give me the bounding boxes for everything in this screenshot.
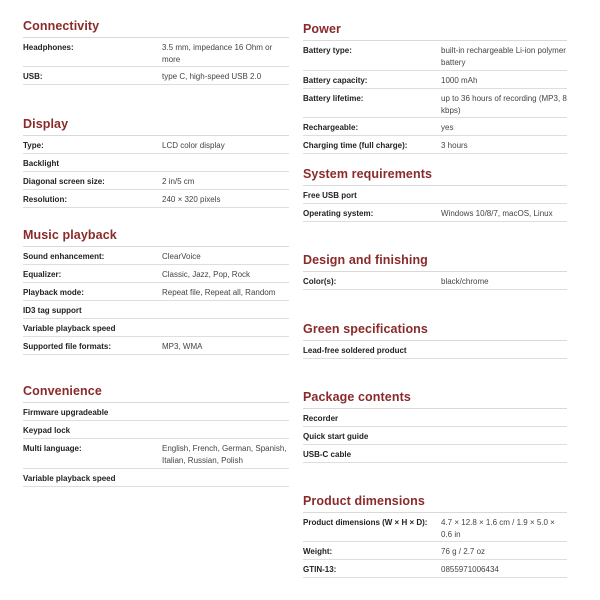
section-convenience (23, 380, 289, 487)
spec-label: Keypad lock (23, 426, 71, 435)
spec-label: Multi language: (23, 444, 82, 453)
spec-row (23, 67, 289, 85)
section-title: System requirements (303, 163, 567, 186)
spec-row (23, 301, 289, 319)
spec-value: Classic, Jazz, Pop, Rock (162, 270, 251, 279)
spec-value: 240 × 320 pixels (162, 195, 221, 204)
spec-label: Color(s): (303, 277, 337, 286)
spec-value: yes (441, 123, 454, 132)
spec-value (441, 431, 567, 444)
spec-row (303, 89, 567, 118)
spec-row (23, 247, 289, 265)
spec-value: Windows 10/8/7, macOS, Linux (441, 209, 553, 218)
section-title: Green specifications (303, 318, 567, 341)
spec-label: Battery type: (303, 46, 352, 55)
spec-value (441, 190, 567, 203)
spec-label: Supported file formats: (23, 342, 112, 351)
spec-label: Quick start guide (303, 432, 369, 441)
section-title: Connectivity (23, 15, 289, 38)
spec-value: Repeat file, Repeat all, Random (162, 288, 276, 297)
spec-value: 0855971006434 (441, 565, 499, 574)
spec-label: Recorder (303, 414, 339, 423)
spec-value: 3.5 mm, impedance 16 Ohm or more (162, 43, 273, 64)
spec-row (23, 403, 289, 421)
spec-value (441, 449, 567, 462)
spec-row (303, 409, 567, 427)
spec-label: Weight: (303, 547, 333, 556)
spec-row (303, 186, 567, 204)
spec-value: 2 in/5 cm (162, 177, 195, 186)
spec-value (441, 413, 567, 426)
spec-value (503, 345, 567, 358)
spec-value (162, 305, 289, 318)
spec-row (303, 445, 567, 463)
spec-value: type C, high-speed USB 2.0 (162, 72, 262, 81)
section-green-specifications (303, 318, 567, 359)
spec-row (23, 439, 289, 469)
spec-row (23, 190, 289, 208)
spec-label: Lead-free soldered product (303, 346, 407, 355)
section-title: Power (303, 18, 567, 41)
spec-row (303, 118, 567, 136)
spec-label: Resolution: (23, 195, 67, 204)
spec-row (23, 265, 289, 283)
section-display (23, 113, 289, 208)
spec-row (23, 283, 289, 301)
spec-label: Equalizer: (23, 270, 62, 279)
spec-value (162, 407, 289, 420)
spec-label: Firmware upgradeable (23, 408, 109, 417)
spec-label: Rechargeable: (303, 123, 359, 132)
spec-label: Charging time (full charge): (303, 141, 408, 150)
spec-value (162, 158, 289, 171)
section-package-contents (303, 386, 567, 463)
spec-row (303, 136, 567, 154)
spec-value: 4.7 × 12.8 × 1.6 cm / 1.9 × 5.0 × 0.6 in (441, 518, 555, 539)
section-product-dimensions (303, 490, 567, 578)
spec-label: Backlight (23, 159, 60, 168)
spec-row (23, 154, 289, 172)
spec-label: Sound enhancement: (23, 252, 105, 261)
spec-row (303, 513, 567, 542)
spec-label: Variable playback speed (23, 324, 116, 333)
spec-label: ID3 tag support (23, 306, 82, 315)
spec-row (303, 204, 567, 222)
spec-label: USB: (23, 72, 43, 81)
spec-row (303, 542, 567, 560)
spec-value: 1000 mAh (441, 76, 478, 85)
spec-row (23, 319, 289, 337)
spec-label: Free USB port (303, 191, 357, 200)
spec-label: GTIN-13: (303, 565, 337, 574)
spec-value (162, 473, 289, 486)
spec-row (23, 421, 289, 439)
spec-row (23, 469, 289, 487)
spec-label: Headphones: (23, 43, 74, 52)
spec-label: USB-C cable (303, 450, 352, 459)
section-title: Design and finishing (303, 249, 567, 272)
spec-row (303, 71, 567, 89)
spec-row (23, 136, 289, 154)
spec-label: Diagonal screen size: (23, 177, 105, 186)
section-title: Convenience (23, 380, 289, 403)
section-title: Display (23, 113, 289, 136)
section-power (303, 18, 567, 154)
spec-label: Battery lifetime: (303, 94, 364, 103)
spec-label: Playback mode: (23, 288, 84, 297)
spec-value (162, 323, 289, 336)
section-title: Music playback (23, 224, 289, 247)
spec-value: black/chrome (441, 277, 489, 286)
spec-value (162, 425, 289, 438)
spec-row (23, 337, 289, 355)
spec-row (303, 341, 567, 359)
spec-value: LCD color display (162, 141, 225, 150)
spec-row (303, 427, 567, 445)
section-connectivity (23, 15, 289, 85)
spec-label: Product dimensions (W × H × D): (303, 518, 428, 527)
section-title: Package contents (303, 386, 567, 409)
spec-label: Variable playback speed (23, 474, 116, 483)
section-system-requirements (303, 163, 567, 222)
spec-row (23, 172, 289, 190)
spec-label: Type: (23, 141, 44, 150)
spec-row (303, 560, 567, 578)
section-title: Product dimensions (303, 490, 567, 513)
spec-value: ClearVoice (162, 252, 201, 261)
spec-value: MP3, WMA (162, 342, 203, 351)
section-music-playback (23, 224, 289, 355)
spec-row (23, 38, 289, 67)
spec-value: up to 36 hours of recording (MP3, 8 kbps) (441, 94, 567, 115)
spec-value: 3 hours (441, 141, 468, 150)
spec-row (303, 272, 567, 290)
spec-label: Operating system: (303, 209, 374, 218)
spec-row (303, 41, 567, 71)
spec-value: built-in rechargeable Li-ion polymer battery (441, 46, 566, 67)
spec-value: 76 g / 2.7 oz (441, 547, 486, 556)
spec-value: English, French, German, Spanish, Italian, Russian, Polish (162, 444, 287, 465)
spec-label: Battery capacity: (303, 76, 368, 85)
section-design-finishing (303, 249, 567, 290)
